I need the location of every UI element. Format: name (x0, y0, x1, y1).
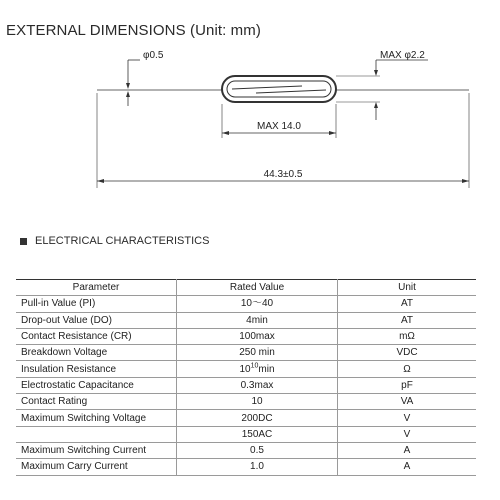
reed-switch-drawing (0, 0, 500, 200)
lead-arrow-bottom (126, 91, 130, 97)
table-row (16, 361, 476, 377)
row-unit: AT (338, 312, 477, 328)
glass-arrow-right (329, 131, 336, 135)
overall-length-label: 44.3±0.5 (263, 169, 303, 180)
table-row (16, 328, 476, 344)
header-unit: Unit (338, 280, 477, 296)
body-arrow-bottom (374, 102, 378, 108)
row-parameter: Maximum Carry Current (16, 459, 177, 475)
table-row (16, 410, 476, 426)
table-row (16, 345, 476, 361)
row-parameter: Maximum Switching Voltage (16, 410, 177, 426)
overall-arrow-right (462, 179, 469, 183)
dimensions-title: EXTERNAL DIMENSIONS (Unit: mm) (6, 22, 261, 39)
row-parameter: Contact Resistance (CR) (16, 328, 177, 344)
table-row (16, 377, 476, 393)
row-rated-value: 4min (177, 312, 338, 328)
square-bullet-icon (20, 238, 27, 245)
row-rated-value: 150AC (177, 426, 338, 442)
row-unit: pF (338, 377, 477, 393)
row-parameter: Insulation Resistance (16, 361, 177, 377)
row-parameter (16, 426, 177, 442)
rated-base: 10 (239, 363, 251, 375)
row-unit: A (338, 442, 477, 458)
lead-diameter-label: φ0.5 (143, 50, 164, 61)
row-rated-value: 0.3max (177, 377, 338, 393)
row-unit: A (338, 459, 477, 475)
row-rated-value: 250 min (177, 345, 338, 361)
row-parameter: Contact Rating (16, 394, 177, 410)
reed-right (256, 90, 326, 93)
row-rated-value: 200DC (177, 410, 338, 426)
overall-arrow-left (97, 179, 104, 183)
row-unit: AT (338, 296, 477, 312)
row-rated-value: 0.5 (177, 442, 338, 458)
row-parameter: Electrostatic Capacitance (16, 377, 177, 393)
max-diameter-label: MAX φ2.2 (380, 50, 425, 61)
row-unit: V (338, 410, 477, 426)
table-row (16, 442, 476, 458)
body-arrow-top (374, 70, 378, 76)
row-parameter: Drop-out Value (DO) (16, 312, 177, 328)
row-parameter: Breakdown Voltage (16, 345, 177, 361)
row-parameter: Maximum Switching Current (16, 442, 177, 458)
row-rated-value: 1.0 (177, 459, 338, 475)
rated-exponent: 10 (250, 362, 259, 370)
table-row (16, 312, 476, 328)
table-row (16, 296, 476, 312)
glass-length-label: MAX 14.0 (257, 121, 301, 132)
table-header-row (16, 280, 476, 296)
electrical-heading (20, 235, 209, 247)
row-rated-value: 100max (177, 328, 338, 344)
reed-left (232, 86, 302, 89)
glass-arrow-left (222, 131, 229, 135)
row-rated-value (177, 361, 338, 377)
row-unit: V (338, 426, 477, 442)
table-row (16, 394, 476, 410)
electrical-characteristics-table (16, 279, 476, 476)
electrical-heading-text: ELECTRICAL CHARACTERISTICS (35, 235, 210, 247)
row-unit: mΩ (338, 328, 477, 344)
rated-suffix: min (258, 363, 275, 375)
row-rated-value: 10 (177, 394, 338, 410)
row-parameter: Pull-in Value (PI) (16, 296, 177, 312)
table-row (16, 459, 476, 475)
row-unit: VA (338, 394, 477, 410)
row-rated-value: 10～40 (177, 296, 338, 312)
lead-arrow-top (126, 83, 130, 89)
header-parameter: Parameter (16, 280, 177, 296)
row-unit: VDC (338, 345, 477, 361)
row-unit: Ω (338, 361, 477, 377)
header-rated-value: Rated Value (177, 280, 338, 296)
table-row (16, 426, 476, 442)
